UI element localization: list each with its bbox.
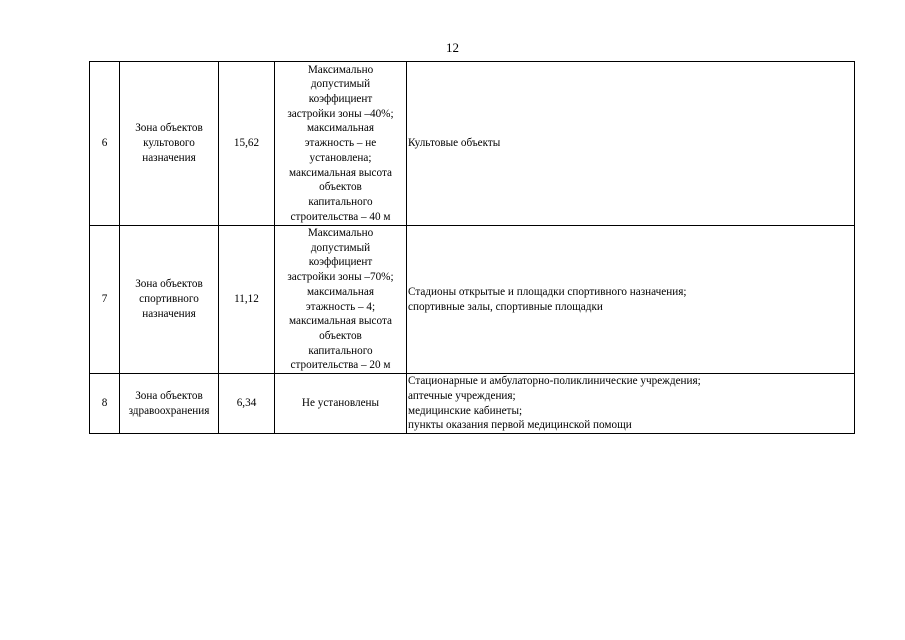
page-number: 12 [446,40,459,55]
row-number-cell: 7 [90,226,120,374]
zone-params-line: максимальная высота [289,315,392,328]
zone-name-line: здравоохранения [128,404,210,417]
zone-name-line: Зона объектов [135,389,203,402]
zone-name-line: назначения [142,307,196,320]
zone-params-line: допустимый [310,241,371,254]
zone-params-line: строительства – 20 м [290,359,391,372]
row-number-cell: 6 [90,62,120,226]
zone-params-line: Не установлены [301,397,380,410]
zone-area-cell: 15,62 [219,62,275,226]
table-row [90,62,855,226]
zone-name-line: культового [143,137,195,150]
zone-params-cell [275,62,407,226]
zone-params-line: установлена; [309,151,372,164]
zone-params-line: максимальная высота [289,166,392,179]
zone-params-line: этажность – 4; [305,300,376,313]
zone-use-line: Стадионы открытые и площадки спортивного назначения; [408,285,687,298]
zone-params-line: коэффициент [308,256,373,269]
row-number-cell: 8 [90,374,120,434]
zone-uses-cell [407,226,855,374]
zone-params-line: допустимый [310,78,371,91]
zone-params-line: максимальная [307,285,374,298]
zone-params-line: коэффициент [308,93,373,106]
zone-area-cell: 6,34 [219,374,275,434]
zone-params-line: капитального [308,195,373,208]
zone-use-line: пункты оказания первой медицинской помощи [408,419,632,432]
zone-name-line: спортивного [139,293,199,306]
zone-params-line: объектов [319,181,362,194]
zone-params-line: застройки зоны –70%; [287,271,394,284]
table-row [90,374,855,434]
zone-params-line: Максимально [307,63,374,76]
zone-use-line: медицинские кабинеты; [408,404,523,417]
zone-params-cell [275,374,407,434]
zone-params-line: Максимально [307,227,374,239]
zone-use-line: Культовые объекты [408,137,501,150]
zone-use-line: спортивные залы, спортивные площадки [408,300,603,313]
zones-table [89,61,855,434]
zone-area-cell: 11,12 [219,226,275,374]
zone-use-line: Стационарные и амбулаторно-поликлинические учреждения; [408,375,701,388]
zone-name-line: Зона объектов [135,278,203,291]
zone-name-cell [120,374,219,434]
zone-params-line: этажность – не [304,137,377,150]
table-row [90,226,855,374]
zone-params-line: застройки зоны –40%; [287,107,394,120]
zone-params-line: максимальная [307,122,374,135]
zone-params-cell [275,226,407,374]
zone-name-cell [120,62,219,226]
zone-name-line: назначения [142,151,196,164]
zone-params-line: объектов [319,329,362,342]
zone-params-line: строительства – 40 м [290,210,391,223]
zone-name-line: Зона объектов [135,122,203,135]
zone-uses-cell [407,374,855,434]
zone-name-cell [120,226,219,374]
zone-uses-cell [407,62,855,226]
zone-params-line: капитального [308,344,373,357]
zone-use-line: аптечные учреждения; [408,389,516,402]
